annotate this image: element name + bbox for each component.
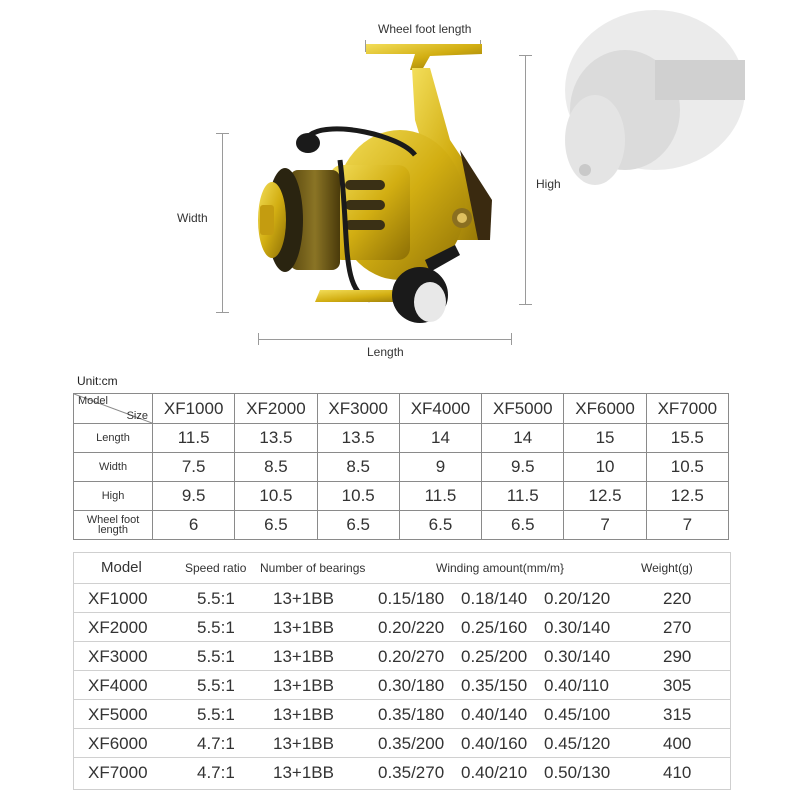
spec-winding-3: 0.30/140 <box>544 647 611 666</box>
header-winding: Winding amount(mm/m} <box>436 561 565 575</box>
header-model: Model <box>101 559 142 576</box>
header-speed-ratio: Speed ratio <box>185 561 247 575</box>
size-cell: 6.5 <box>399 511 481 540</box>
spec-winding-3: 0.40/110 <box>544 676 609 695</box>
spec-winding-2: 0.35/150 <box>461 676 528 695</box>
spec-winding-1: 0.35/270 <box>378 763 445 782</box>
spec-winding-1: 0.20/270 <box>378 647 445 666</box>
row-label-line1: Wheel foot <box>86 514 140 526</box>
fishing-reel-image <box>250 40 510 340</box>
spec-ratio: 5.5:1 <box>197 647 235 666</box>
spec-weight: 290 <box>663 647 692 666</box>
row-label: Width <box>74 453 153 482</box>
size-cell: 6 <box>153 511 235 540</box>
size-cell: 8.5 <box>317 453 399 482</box>
model-header-cell: XF6000 <box>564 394 646 424</box>
width-label: Width <box>177 211 208 225</box>
row-label: Length <box>74 424 153 453</box>
header-weight: Weight(g) <box>641 561 693 575</box>
wheel-foot-length-label: Wheel foot length <box>378 22 472 36</box>
size-cell: 9 <box>399 453 481 482</box>
spec-bearings: 13+1BB <box>273 589 334 608</box>
spec-row <box>74 699 730 729</box>
size-cell: 9.5 <box>482 453 564 482</box>
spec-bearings: 13+1BB <box>273 705 334 724</box>
spec-bearings: 13+1BB <box>273 676 334 695</box>
header-bearings: Number of bearings <box>260 561 366 575</box>
spec-model: XF5000 <box>88 705 148 724</box>
spec-ratio: 5.5:1 <box>197 676 235 695</box>
size-cell: 12.5 <box>646 482 728 511</box>
high-label: High <box>536 177 561 191</box>
spec-winding-2: 0.18/140 <box>461 589 528 608</box>
row-label-line2: length <box>98 524 128 536</box>
spec-row <box>74 641 730 671</box>
spec-winding-2: 0.25/200 <box>461 647 528 666</box>
size-row-length <box>74 424 729 453</box>
spec-weight: 270 <box>663 618 692 637</box>
model-header-cell: XF1000 <box>153 394 235 424</box>
size-cell: 10.5 <box>646 453 728 482</box>
spec-row <box>74 612 730 642</box>
spec-winding-1: 0.15/180 <box>378 589 445 608</box>
spec-model: XF1000 <box>88 589 148 608</box>
model-header-cell: XF3000 <box>317 394 399 424</box>
length-label: Length <box>367 345 404 359</box>
size-row-high <box>74 482 729 511</box>
size-cell: 11.5 <box>153 424 235 453</box>
spec-row <box>74 757 730 787</box>
spec-winding-1: 0.30/180 <box>378 676 445 695</box>
spec-winding-1: 0.35/200 <box>378 734 445 753</box>
spec-weight: 305 <box>663 676 692 695</box>
size-cell: 10.5 <box>235 482 317 511</box>
spec-model: XF6000 <box>88 734 148 753</box>
model-header-cell: XF2000 <box>235 394 317 424</box>
unit-label: Unit:cm <box>77 374 118 388</box>
spec-winding-3: 0.45/120 <box>544 734 611 753</box>
size-cell: 12.5 <box>564 482 646 511</box>
corner-model-label: Model <box>78 395 108 407</box>
spec-model: XF3000 <box>88 647 148 666</box>
model-header-cell: XF4000 <box>399 394 481 424</box>
size-cell: 13.5 <box>235 424 317 453</box>
spec-ratio: 4.7:1 <box>197 763 235 782</box>
spec-row <box>74 583 730 613</box>
spec-bearings: 13+1BB <box>273 763 334 782</box>
size-cell: 11.5 <box>482 482 564 511</box>
size-cell: 11.5 <box>399 482 481 511</box>
spec-model: XF4000 <box>88 676 148 695</box>
size-cell: 10 <box>564 453 646 482</box>
spec-table-header <box>74 553 730 583</box>
spec-winding-2: 0.40/160 <box>461 734 528 753</box>
size-cell: 14 <box>399 424 481 453</box>
spec-winding-1: 0.35/180 <box>378 705 445 724</box>
spec-bearings: 13+1BB <box>273 618 334 637</box>
size-cell: 8.5 <box>235 453 317 482</box>
size-table <box>73 393 729 540</box>
length-tick-right <box>511 333 512 345</box>
spec-ratio: 5.5:1 <box>197 618 235 637</box>
spec-weight: 315 <box>663 705 692 724</box>
spec-winding-3: 0.50/130 <box>544 763 611 782</box>
spec-model: XF2000 <box>88 618 148 637</box>
size-cell: 6.5 <box>317 511 399 540</box>
spec-ratio: 5.5:1 <box>197 589 235 608</box>
width-tick-top <box>216 133 229 134</box>
product-figure <box>0 0 800 370</box>
size-table-header-row <box>74 394 729 424</box>
size-table-corner-cell <box>74 394 153 424</box>
width-dimension-line <box>222 133 223 313</box>
size-row-wheel-foot-length <box>74 511 729 540</box>
size-cell: 13.5 <box>317 424 399 453</box>
spec-winding-3: 0.20/120 <box>544 589 611 608</box>
spec-weight: 410 <box>663 763 692 782</box>
size-row-width <box>74 453 729 482</box>
width-tick-bottom <box>216 312 229 313</box>
spec-ratio: 5.5:1 <box>197 705 235 724</box>
spec-winding-2: 0.25/160 <box>461 618 528 637</box>
high-tick-bottom <box>519 304 532 305</box>
size-cell: 6.5 <box>482 511 564 540</box>
spec-bearings: 13+1BB <box>273 734 334 753</box>
size-cell: 7 <box>564 511 646 540</box>
spec-ratio: 4.7:1 <box>197 734 235 753</box>
spec-weight: 220 <box>663 589 692 608</box>
spec-winding-2: 0.40/140 <box>461 705 528 724</box>
spec-row <box>74 728 730 758</box>
size-cell: 6.5 <box>235 511 317 540</box>
size-cell: 9.5 <box>153 482 235 511</box>
model-header-cell: XF5000 <box>482 394 564 424</box>
spec-winding-1: 0.20/220 <box>378 618 445 637</box>
row-label: High <box>74 482 153 511</box>
size-cell: 15.5 <box>646 424 728 453</box>
high-tick-top <box>519 55 532 56</box>
spec-model: XF7000 <box>88 763 148 782</box>
size-cell: 7.5 <box>153 453 235 482</box>
size-cell: 15 <box>564 424 646 453</box>
size-cell: 7 <box>646 511 728 540</box>
high-dimension-line <box>525 55 526 305</box>
spec-winding-3: 0.30/140 <box>544 618 611 637</box>
model-header-cell: XF7000 <box>646 394 728 424</box>
size-cell: 10.5 <box>317 482 399 511</box>
spec-table <box>73 552 731 790</box>
spec-winding-2: 0.40/210 <box>461 763 528 782</box>
corner-size-label: Size <box>126 410 148 422</box>
spec-row <box>74 670 730 700</box>
spec-bearings: 13+1BB <box>273 647 334 666</box>
spec-weight: 400 <box>663 734 692 753</box>
row-label <box>74 511 153 540</box>
spec-winding-3: 0.45/100 <box>544 705 611 724</box>
size-cell: 14 <box>482 424 564 453</box>
